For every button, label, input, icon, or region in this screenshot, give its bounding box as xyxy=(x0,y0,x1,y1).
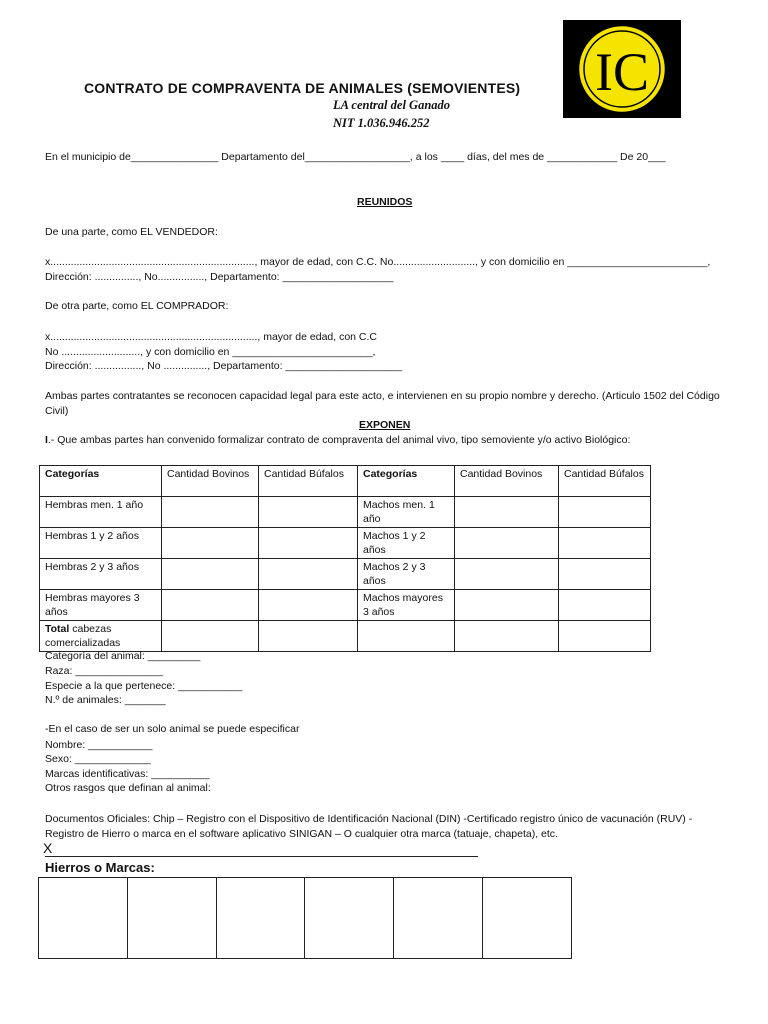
hierros-title: Hierros o Marcas: xyxy=(45,860,155,875)
table-cell[interactable] xyxy=(455,621,559,652)
table-row xyxy=(40,559,651,590)
logo-letters: IC xyxy=(595,42,649,102)
logo-emblem-icon xyxy=(563,20,681,118)
field-especie: Especie a la que pertenece: ___________ xyxy=(45,680,243,692)
table-row xyxy=(40,590,651,621)
comprador-heading: De otra parte, como EL COMPRADOR: xyxy=(45,300,229,312)
comprador-line-1: x......................................................................., mayor de edad, con C.C xyxy=(45,331,378,343)
mark-box[interactable] xyxy=(305,878,394,959)
company-nit: NIT 1.036.946.252 xyxy=(333,116,430,130)
table-cell[interactable] xyxy=(259,621,358,652)
categories-table xyxy=(39,465,651,652)
table-cell: Machos men. 1 año xyxy=(358,497,455,528)
table-cell[interactable] xyxy=(559,497,651,528)
field-nombre: Nombre: ___________ xyxy=(45,739,153,751)
section-reunidos: REUNIDOS xyxy=(357,196,413,208)
header-bovinos-1: Cantidad Bovinos xyxy=(162,466,259,497)
field-sexo: Sexo: _____________ xyxy=(45,753,151,765)
table-cell[interactable] xyxy=(162,621,259,652)
vendedor-line-2: Dirección: ..............., No................, Departamento: ___________________ xyxy=(45,271,394,283)
table-cell[interactable] xyxy=(259,497,358,528)
header-categorias-1: Categorías xyxy=(40,466,162,497)
table-cell[interactable] xyxy=(455,497,559,528)
table-total-row xyxy=(40,621,651,652)
mark-box[interactable] xyxy=(39,878,128,959)
hierros-marks-grid xyxy=(38,877,572,959)
table-cell[interactable] xyxy=(455,590,559,621)
total-rest: cabezas comercializadas xyxy=(45,623,121,649)
table-row xyxy=(40,528,651,559)
header-bufalos-1: Cantidad Búfalos xyxy=(259,466,358,497)
table-cell[interactable] xyxy=(162,559,259,590)
table-row xyxy=(40,497,651,528)
table-cell[interactable] xyxy=(162,528,259,559)
single-animal-intro: -En el caso de ser un solo animal se puede especificar xyxy=(45,723,300,735)
total-bold: Total xyxy=(45,623,70,635)
section-exponen: EXPONEN xyxy=(359,419,411,431)
table-cell[interactable] xyxy=(559,621,651,652)
header-bufalos-2: Cantidad Búfalos xyxy=(559,466,651,497)
table-cell[interactable] xyxy=(455,528,559,559)
table-cell[interactable] xyxy=(559,559,651,590)
table-cell[interactable] xyxy=(559,590,651,621)
documentos-paragraph: Documentos Oficiales: Chip – Registro con el Dispositivo de Identificación Nacional (DIN) -Certificado registro único de vacunación (RUV) - Registro de Hierro o marca en el software aplicativo SINIGAN – O cualquier otra marca (tatuaje, chapeta), etc. xyxy=(45,813,693,840)
clause-1-number: I xyxy=(45,434,48,446)
table-cell: Hembras mayores 3 años xyxy=(40,590,162,621)
table-cell[interactable] xyxy=(455,559,559,590)
table-cell: Hembras 1 y 2 años xyxy=(40,528,162,559)
ambas-partes-paragraph: Ambas partes contratantes se reconocen capacidad legal para este acto, e intervienen en su propio nombre y derecho. (Articulo 1502 del Código Civil) xyxy=(45,390,720,417)
table-cell: Machos 1 y 2 años xyxy=(358,528,455,559)
vendedor-heading: De una parte, como EL VENDEDOR: xyxy=(45,226,218,238)
table-cell: Machos 2 y 3 años xyxy=(358,559,455,590)
table-cell: Hembras 2 y 3 años xyxy=(40,559,162,590)
table-cell[interactable] xyxy=(358,621,455,652)
table-cell[interactable] xyxy=(162,590,259,621)
table-cell[interactable] xyxy=(259,590,358,621)
document-title: CONTRATO DE COMPRAVENTA DE ANIMALES (SEMOVIENTES) xyxy=(84,80,521,96)
clause-1-text: .- Que ambas partes han convenido formalizar contrato de compraventa del animal vivo, tipo semoviente y/o activo Biológico: xyxy=(47,434,631,446)
field-marcas: Marcas identificativas: __________ xyxy=(45,768,210,780)
clause-1 xyxy=(45,434,630,446)
field-numero-animales: N.º de animales: _______ xyxy=(45,694,166,706)
field-raza: Raza: _______________ xyxy=(45,665,163,677)
mark-box[interactable] xyxy=(127,878,216,959)
table-cell: Machos mayores 3 años xyxy=(358,590,455,621)
header-bovinos-2: Cantidad Bovinos xyxy=(455,466,559,497)
comprador-line-3: Dirección: ................, No ..............., Departamento: ____________________ xyxy=(45,360,403,372)
mark-box[interactable] xyxy=(483,878,572,959)
marks-row xyxy=(39,878,572,959)
mark-box[interactable] xyxy=(394,878,483,959)
signature-mark: X xyxy=(43,840,53,856)
company-name: LA central del Ganado xyxy=(333,98,451,112)
table-cell[interactable] xyxy=(559,528,651,559)
vendedor-line-1: x......................................................................, mayor de edad, con C.C. No............................, y con domicilio en ________________________, xyxy=(45,256,711,268)
table-header-row xyxy=(40,466,651,497)
header-categorias-2: Categorías xyxy=(358,466,455,497)
signature-line[interactable] xyxy=(45,842,478,857)
table-cell[interactable] xyxy=(259,559,358,590)
table-cell[interactable] xyxy=(162,497,259,528)
field-otros-rasgos: Otros rasgos que definan al animal: xyxy=(45,782,211,794)
total-label xyxy=(40,621,162,652)
table-cell[interactable] xyxy=(259,528,358,559)
company-logo xyxy=(563,20,681,118)
intro-line: En el municipio de_______________ Departamento del__________________, a los ____ días, del mes de ____________ De 20___ xyxy=(45,151,666,163)
table-cell: Hembras men. 1 año xyxy=(40,497,162,528)
field-categoria: Categoría del animal: _________ xyxy=(45,650,201,662)
mark-box[interactable] xyxy=(216,878,305,959)
comprador-line-2: No ..........................., y con domicilio en ________________________, xyxy=(45,346,376,358)
